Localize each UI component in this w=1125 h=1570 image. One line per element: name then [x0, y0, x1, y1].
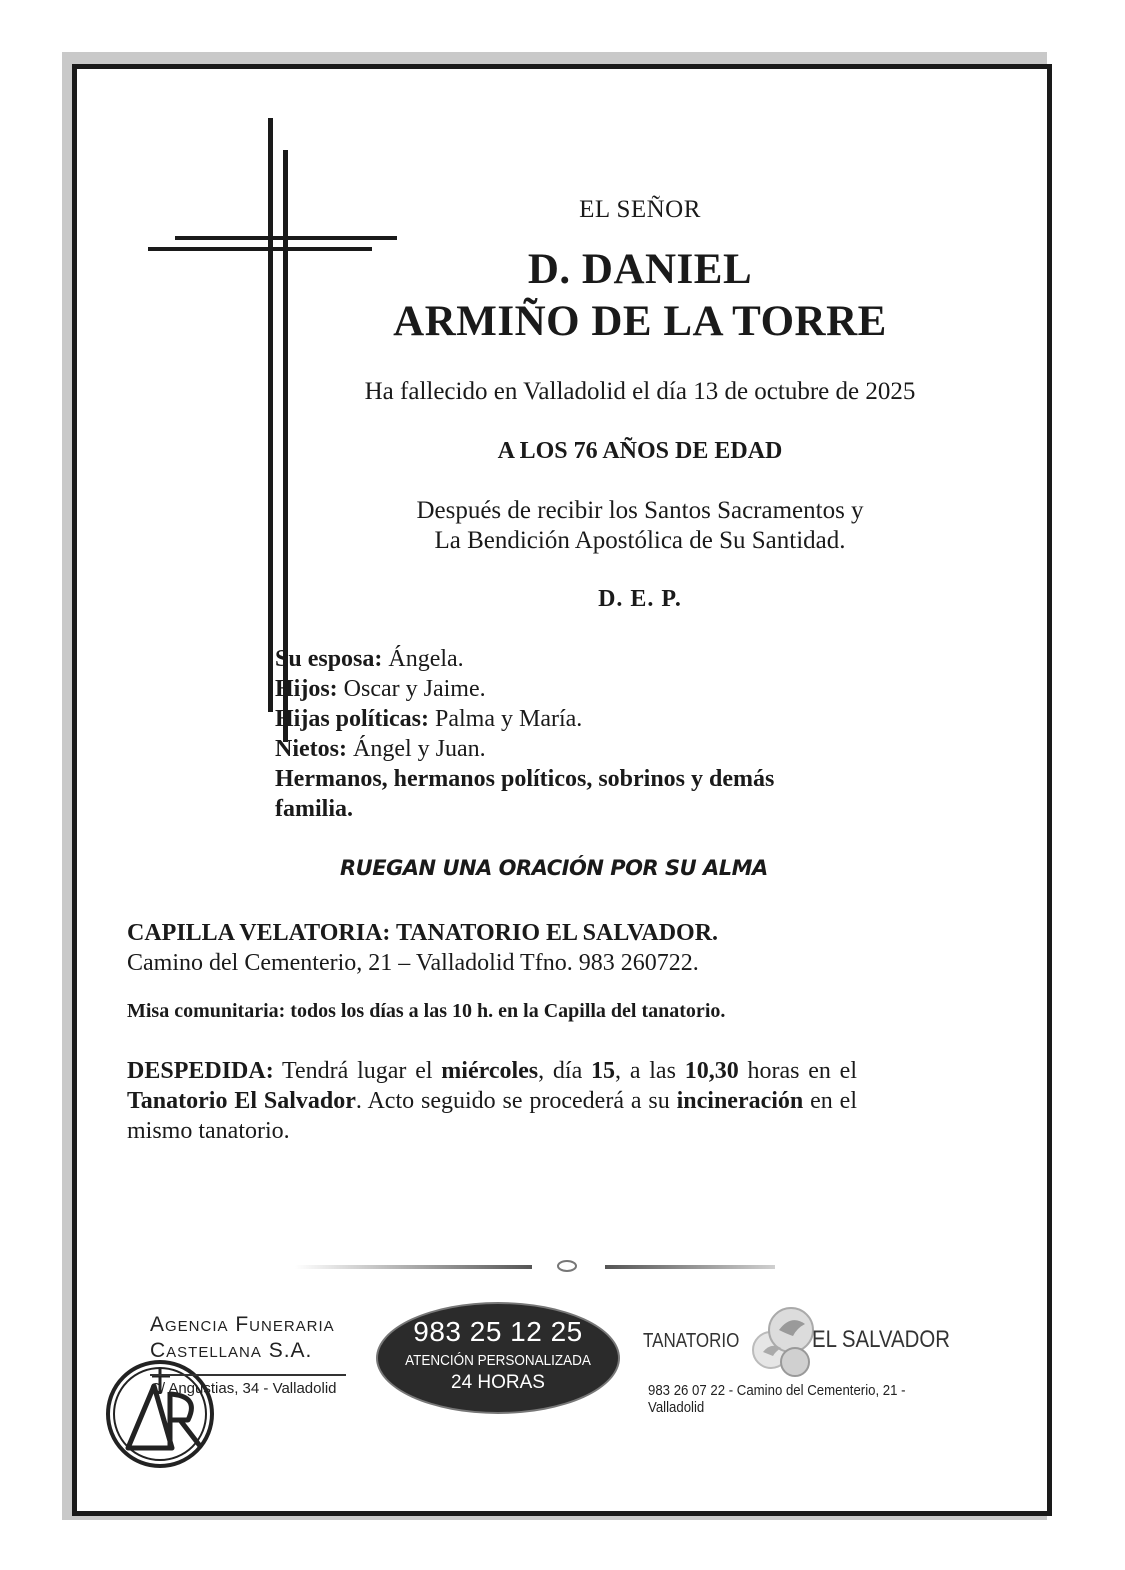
tanatorio-right-text: EL SALVADOR: [812, 1326, 950, 1353]
family-list: [275, 644, 835, 824]
sacraments-line2: La Bendición Apostólica de Su Santidad.: [434, 527, 846, 554]
family-inlaws-label: Hijas políticas:: [275, 706, 429, 732]
family-children-value: Oscar y Jaime.: [337, 676, 486, 702]
sacraments: [270, 496, 1010, 556]
farewell-info: [127, 1056, 857, 1146]
farewell-bold-5: incineración: [676, 1088, 804, 1114]
mass-info: Misa comunitaria: todos los días a las 10 h. en la Capilla del tanatorio.: [127, 1000, 726, 1022]
phone-number: 983 25 12 25: [413, 1316, 583, 1347]
farewell-label: DESPEDIDA:: [127, 1058, 274, 1084]
chapel-info: [127, 918, 867, 978]
deceased-name: [270, 244, 1010, 348]
farewell-bold-3: 10,30: [684, 1058, 739, 1084]
family-others: [275, 764, 835, 824]
sacraments-line1: Después de recibir los Santos Sacramentos y: [416, 497, 864, 524]
phone-badge: [378, 1304, 618, 1412]
farewell-text-3: , a las: [615, 1058, 685, 1084]
ornamental-divider: [215, 1256, 775, 1276]
deceased-name-line1: D. DANIEL: [527, 246, 753, 293]
family-inlaws: [275, 704, 835, 734]
farewell-text-4: horas en el: [738, 1058, 857, 1084]
family-spouse-label: Su esposa:: [275, 646, 383, 672]
farewell-text-6: en el mismo tanatorio.: [127, 1088, 857, 1144]
family-grandchildren-value: Ángel y Juan.: [346, 736, 486, 762]
age: A LOS 76 AÑOS DE EDAD: [497, 438, 783, 464]
family-inlaws-value: Palma y María.: [429, 706, 583, 732]
farewell-text-2: , día: [538, 1058, 592, 1084]
agency-name-line1: Agencia Funeraria: [150, 1313, 335, 1336]
family-grandchildren: [275, 734, 835, 764]
death-date: Ha fallecido en Valladolid el día 13 de octubre de 2025: [364, 378, 916, 405]
heading-senor: EL SEÑOR: [579, 196, 701, 223]
agency-rule: [150, 1374, 346, 1376]
family-others-text: Hermanos, hermanos políticos, sobrinos y demás familia.: [275, 766, 775, 822]
hours-label: 24 HORAS: [451, 1372, 545, 1393]
prayer-request: RUEGAN UNA ORACIÓN POR SU ALMA: [340, 856, 768, 880]
farewell-bold-4: Tanatorio El Salvador: [127, 1088, 356, 1114]
agency-name: [150, 1312, 360, 1364]
family-spouse: [275, 644, 835, 674]
agency-address: C/ Angustias, 34 - Valladolid: [150, 1380, 337, 1397]
rip-text: D. E. P.: [598, 586, 682, 612]
farewell-text-1: Tendrá lugar el: [273, 1058, 442, 1084]
agency-name-line2: Castellana S.A.: [150, 1339, 313, 1362]
family-spouse-value: Ángela.: [382, 646, 464, 672]
deceased-name-line2: ARMIÑO DE LA TORRE: [393, 298, 887, 345]
chapel-address: Camino del Cementerio, 21 – Valladolid Tfno. 983 260722.: [127, 950, 699, 976]
attention-label: ATENCIÓN PERSONALIZADA: [405, 1352, 591, 1369]
family-grandchildren-label: Nietos:: [275, 736, 347, 762]
tanatorio-left-text: TANATORIO: [643, 1330, 740, 1352]
farewell-bold-1: miércoles: [441, 1058, 539, 1084]
tanatorio-address: 983 26 07 22 - Camino del Cementerio, 21 - Valladolid: [648, 1382, 906, 1416]
farewell-text-5: . Acto seguido se procederá a su: [355, 1088, 677, 1114]
chapel-title: CAPILLA VELATORIA: TANATORIO EL SALVADOR.: [127, 920, 719, 946]
family-children-label: Hijos:: [275, 676, 338, 702]
farewell-bold-2: 15: [591, 1058, 616, 1084]
family-children: [275, 674, 835, 704]
